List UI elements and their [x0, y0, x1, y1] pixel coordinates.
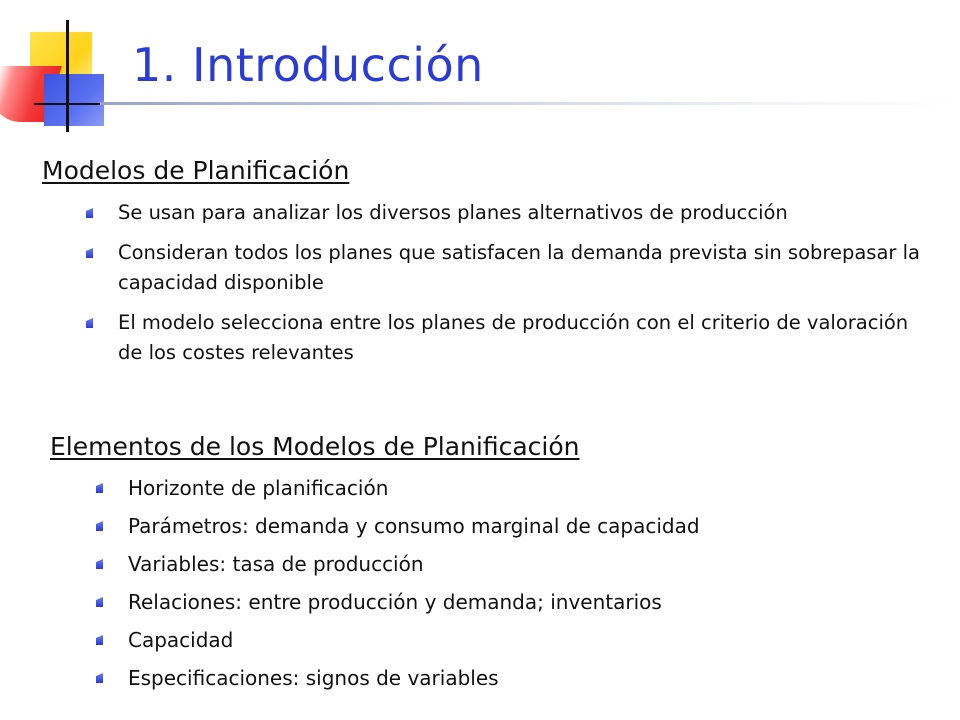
list-item [86, 198, 926, 228]
list-item [96, 588, 916, 616]
slide-title: 1. Introducción [132, 38, 484, 92]
section-list-elementos [96, 474, 916, 702]
list-item [96, 550, 916, 578]
bullet-icon [86, 318, 93, 328]
list-item-text: Se usan para analizar los diversos planes alternativos de producción [118, 201, 788, 224]
list-item [96, 626, 916, 654]
list-item-text: Parámetros: demanda y consumo marginal de capacidad [128, 514, 700, 538]
bullet-icon [86, 248, 93, 258]
list-item-text: Consideran todos los planes que satisfacen la demanda prevista sin sobrepasar la capacidad disponible [118, 241, 920, 294]
list-item-text: Relaciones: entre producción y demanda; inventarios [128, 590, 662, 614]
list-item-text: Variables: tasa de producción [128, 552, 424, 576]
list-item [96, 664, 916, 692]
list-item-text: Capacidad [128, 628, 234, 652]
bullet-icon [86, 208, 93, 218]
blue-square-decoration [44, 74, 104, 126]
section-heading-modelos: Modelos de Planificación [42, 156, 350, 185]
vertical-line-decoration [66, 20, 69, 132]
list-item [86, 308, 926, 368]
bullet-icon [96, 635, 103, 645]
section-heading-elementos: Elementos de los Modelos de Planificación [50, 432, 580, 461]
list-item-text: Especificaciones: signos de variables [128, 666, 499, 690]
bullet-icon [96, 559, 103, 569]
bullet-icon [96, 521, 103, 531]
list-item [86, 238, 926, 298]
bullet-icon [96, 673, 103, 683]
list-item-text: Horizonte de planificación [128, 476, 389, 500]
list-item-text: El modelo selecciona entre los planes de producción con el criterio de valoración de los costes relevantes [118, 311, 909, 364]
list-item [96, 474, 916, 502]
bullet-icon [96, 483, 103, 493]
bullet-icon [96, 597, 103, 607]
list-item [96, 512, 916, 540]
section-list-modelos [86, 198, 926, 378]
title-underline-rule [100, 102, 960, 105]
